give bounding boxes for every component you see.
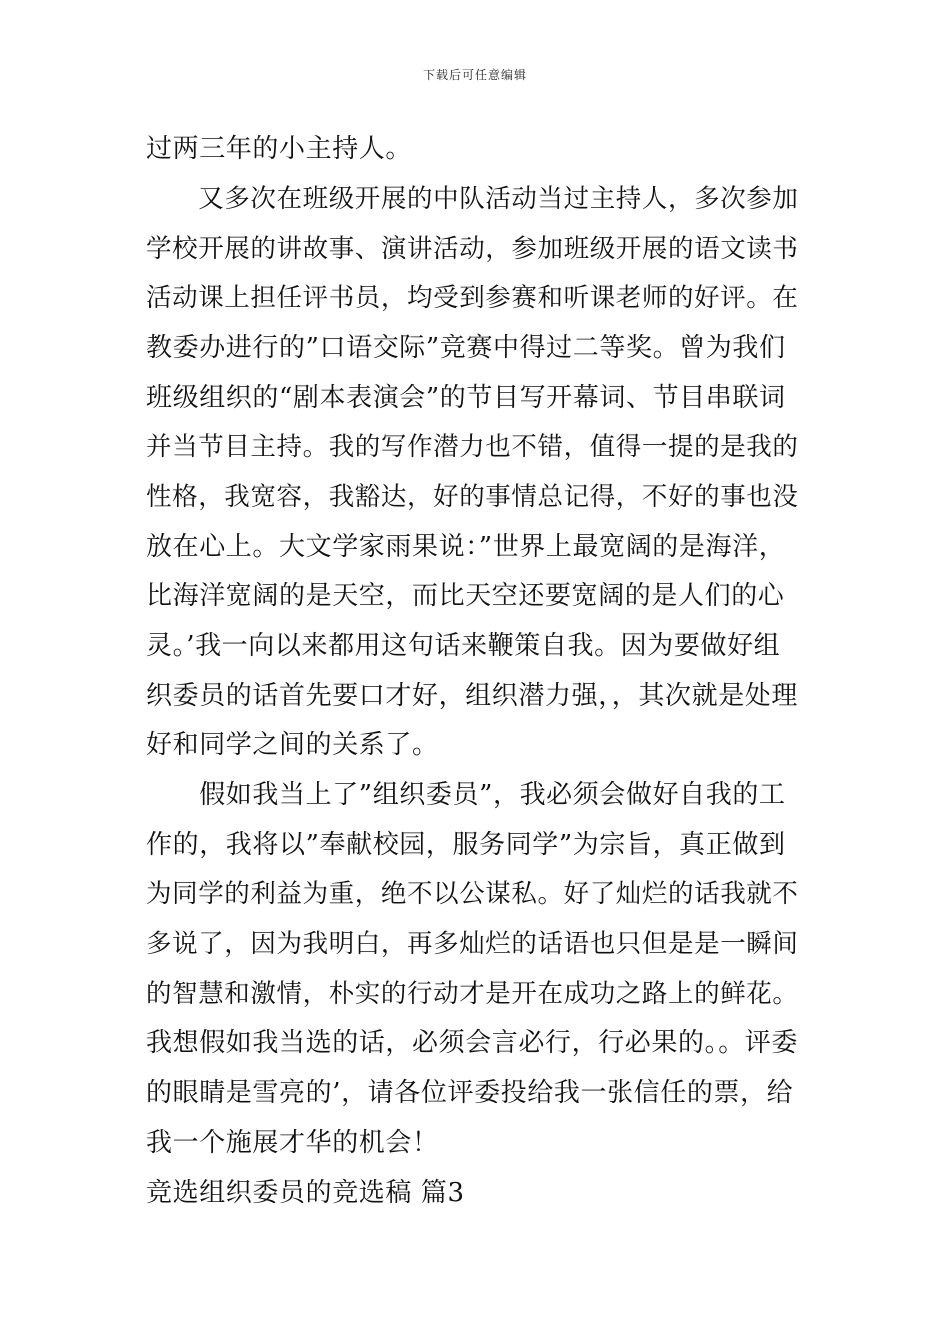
text-line: 为同学的利益为重，绝不以公谋私。好了灿烂的话我就不: [146, 879, 799, 909]
text-line: 我想假如我当选的话，必须会言必行，行必果的。。评委: [146, 1028, 799, 1058]
text-line: 作的，我将以”奉献校园，服务同学”为宗旨，真正做到: [146, 830, 786, 860]
text-line: 比海洋宽阔的是天空，而比天空还要宽阔的是人们的心: [146, 581, 785, 611]
text-line: 放在心上。大文学家雨果说：”世界上最宽阔的是海洋，: [146, 532, 786, 562]
page-header: 下载后可任意编辑: [422, 68, 527, 82]
text-line: 并当节目主持。我的写作潜力也不错，值得一提的是我的: [146, 432, 799, 462]
text-line: 过两三年的小主持人。: [146, 134, 413, 164]
text-line: 织委员的话首先要口才好，组织潜力强，，其次就是处理: [146, 681, 799, 711]
text-line: 班级组织的“剧本表演会”的节目写开幕词、节目串联词: [146, 383, 786, 413]
text-line: 灵。’我一向以来都用这句话来鞭策自我。因为要做好组: [146, 631, 781, 661]
text-line: 我一个施展才华的机会！: [146, 1128, 439, 1158]
text-line: 又多次在班级开展的中队活动当过主持人，多次参加: [146, 184, 799, 214]
text-line: 的智慧和激情，朴实的行动才是开在成功之路上的鲜花。: [146, 979, 799, 1009]
text-line: 学校开展的讲故事、演讲活动，参加班级开展的语文读书: [146, 234, 799, 264]
text-line: 性格，我宽容，我豁达，好的事情总记得，不好的事也没: [146, 482, 799, 512]
text-line: 假如我当上了”组织委员”，我必须会做好自我的工: [146, 780, 786, 810]
text-line: 好和同学之间的关系了。: [146, 730, 439, 760]
text-line: 的眼睛是雪亮的’，请各位评委投给我一张信任的票，给: [146, 1078, 794, 1108]
text-line: 活动课上担任评书员，均受到参赛和听课老师的好评。在: [146, 283, 799, 313]
text-line: 教委办进行的”口语交际”竞赛中得过二等奖。曾为我们: [146, 333, 786, 363]
section-heading: 竞选组织委员的竞选稿 篇3: [146, 1178, 465, 1208]
text-line: 多说了，因为我明白，再多灿烂的话语也只但是是一瞬间: [146, 929, 799, 959]
